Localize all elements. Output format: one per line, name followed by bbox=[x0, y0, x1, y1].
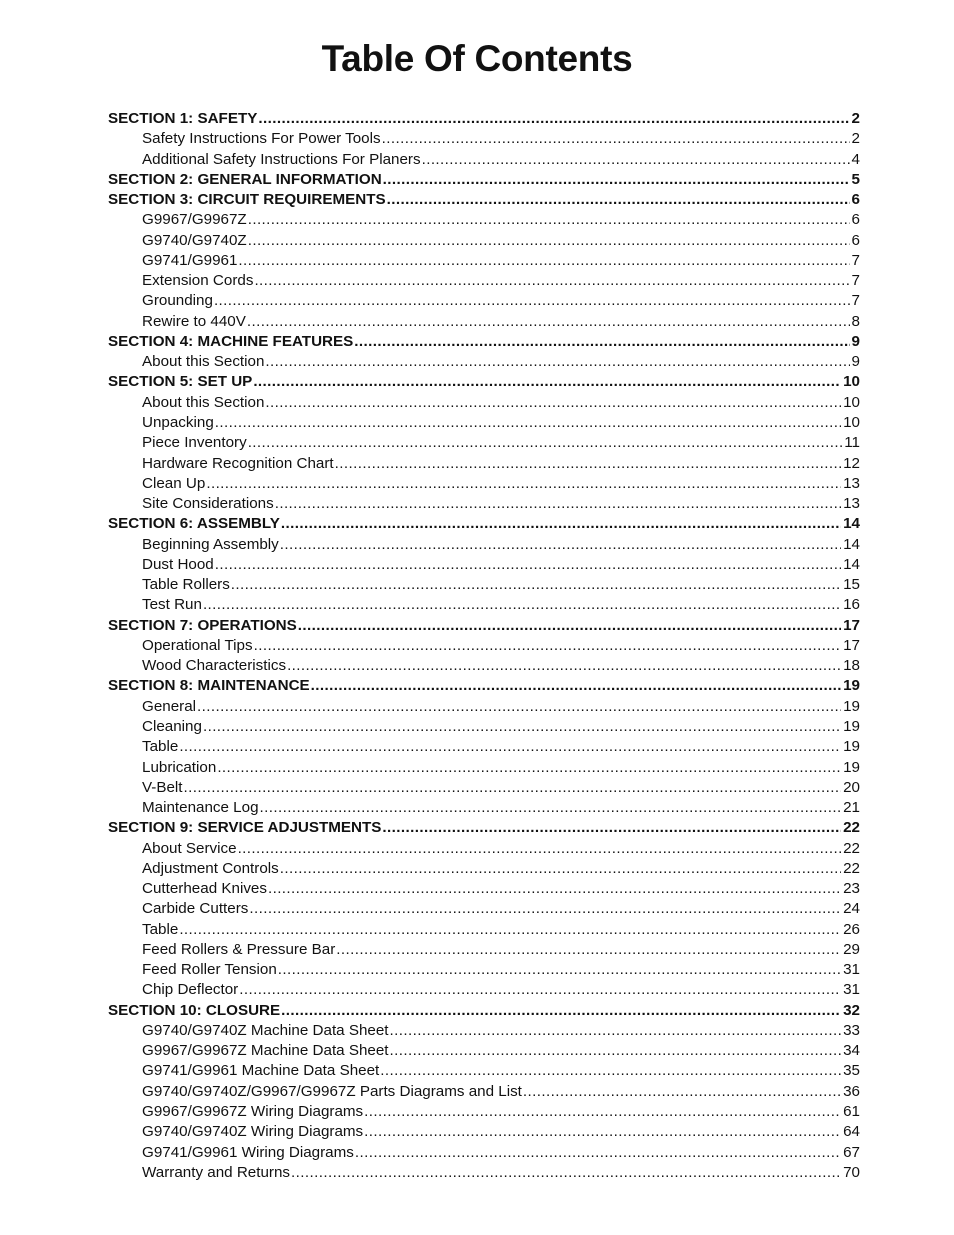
toc-entry-label: Table bbox=[142, 920, 179, 938]
toc-subsection-entry[interactable] bbox=[108, 1143, 860, 1163]
toc-section-entry[interactable] bbox=[108, 332, 860, 352]
toc-dot-leader bbox=[311, 676, 841, 696]
toc-section-entry[interactable] bbox=[108, 109, 860, 129]
toc-entry-page-number: 17 bbox=[843, 616, 860, 634]
toc-section-entry[interactable] bbox=[108, 616, 860, 636]
toc-subsection-entry[interactable] bbox=[108, 251, 860, 271]
toc-dot-leader bbox=[390, 1021, 842, 1041]
toc-subsection-entry[interactable] bbox=[108, 210, 860, 230]
toc-entry-label: SECTION 10: CLOSURE bbox=[108, 1001, 281, 1019]
toc-entry-page-number: 2 bbox=[851, 110, 860, 127]
toc-dot-leader bbox=[247, 312, 850, 332]
toc-entry-label: SECTION 9: SERVICE ADJUSTMENTS bbox=[108, 819, 382, 837]
toc-entry-label: G9740/G9740Z Wiring Diagrams bbox=[142, 1123, 364, 1141]
toc-subsection-entry[interactable] bbox=[108, 737, 860, 757]
toc-entry-page-number: 8 bbox=[851, 312, 860, 330]
toc-entry-label: SECTION 1: SAFETY bbox=[108, 110, 258, 127]
toc-subsection-entry[interactable] bbox=[108, 454, 860, 474]
toc-entry-page-number: 5 bbox=[851, 170, 860, 188]
toc-entry-label: About this Section bbox=[142, 393, 265, 411]
toc-dot-leader bbox=[184, 778, 842, 798]
toc-dot-leader bbox=[179, 920, 841, 940]
toc-entry-label: Test Run bbox=[142, 596, 202, 614]
toc-entry-page-number: 10 bbox=[843, 373, 860, 391]
toc-subsection-entry[interactable] bbox=[108, 1102, 860, 1122]
toc-entry-page-number: 22 bbox=[843, 819, 860, 837]
toc-dot-leader bbox=[217, 758, 841, 778]
toc-entry-page-number: 34 bbox=[843, 1042, 860, 1060]
toc-dot-leader bbox=[280, 535, 841, 555]
toc-entry-label: G9741/G9961 Machine Data Sheet bbox=[142, 1062, 380, 1080]
toc-dot-leader bbox=[335, 454, 841, 474]
toc-dot-leader bbox=[336, 940, 841, 960]
toc-entry-page-number: 6 bbox=[851, 231, 860, 249]
toc-dot-leader bbox=[238, 251, 849, 271]
toc-entry-label: Hardware Recognition Chart bbox=[142, 454, 334, 472]
toc-entry-page-number: 67 bbox=[843, 1143, 860, 1161]
toc-entry-page-number: 13 bbox=[843, 495, 860, 513]
table-of-contents bbox=[108, 109, 860, 1183]
page-title: Table Of Contents bbox=[321, 38, 633, 79]
toc-entry-label: Maintenance Log bbox=[142, 799, 259, 817]
toc-entry-label: Operational Tips bbox=[142, 636, 253, 654]
toc-dot-leader bbox=[280, 859, 841, 879]
toc-entry-label: SECTION 4: MACHINE FEATURES bbox=[108, 332, 354, 350]
toc-dot-leader bbox=[268, 879, 841, 899]
toc-entry-label: Beginning Assembly bbox=[142, 535, 279, 553]
toc-subsection-entry[interactable] bbox=[108, 940, 860, 960]
toc-entry-label: SECTION 6: ASSEMBLY bbox=[108, 515, 280, 533]
toc-entry-label: Warranty and Returns bbox=[142, 1163, 290, 1181]
toc-entry-page-number: 14 bbox=[843, 555, 860, 573]
toc-entry-page-number: 14 bbox=[843, 535, 860, 553]
toc-subsection-entry[interactable] bbox=[108, 535, 860, 555]
toc-subsection-entry[interactable] bbox=[108, 636, 860, 656]
toc-entry-page-number: 22 bbox=[843, 839, 860, 857]
toc-entry-page-number: 61 bbox=[843, 1103, 860, 1121]
toc-subsection-entry[interactable] bbox=[108, 474, 860, 494]
toc-dot-leader bbox=[380, 1061, 841, 1081]
toc-subsection-entry[interactable] bbox=[108, 1082, 860, 1102]
toc-dot-leader bbox=[354, 332, 849, 352]
toc-subsection-entry[interactable] bbox=[108, 291, 860, 311]
toc-dot-leader bbox=[258, 109, 849, 129]
toc-subsection-entry[interactable] bbox=[108, 920, 860, 940]
toc-subsection-entry[interactable] bbox=[108, 150, 860, 170]
toc-entry-page-number: 19 bbox=[843, 758, 860, 776]
toc-dot-leader bbox=[265, 352, 849, 372]
toc-section-entry[interactable] bbox=[108, 676, 860, 696]
toc-entry-label: About this Section bbox=[142, 353, 265, 371]
toc-entry-page-number: 23 bbox=[843, 880, 860, 898]
toc-entry-page-number: 31 bbox=[843, 981, 860, 999]
toc-entry-page-number: 33 bbox=[843, 1021, 860, 1039]
toc-entry-page-number: 16 bbox=[843, 596, 860, 614]
toc-subsection-entry[interactable] bbox=[108, 980, 860, 1000]
toc-subsection-entry[interactable] bbox=[108, 433, 860, 453]
toc-entry-label: Site Considerations bbox=[142, 495, 274, 513]
toc-dot-leader bbox=[238, 839, 842, 859]
toc-entry-label: Adjustment Controls bbox=[142, 859, 279, 877]
toc-subsection-entry[interactable] bbox=[108, 494, 860, 514]
toc-dot-leader bbox=[248, 231, 850, 251]
toc-dot-leader bbox=[197, 697, 841, 717]
toc-entry-label: SECTION 8: MAINTENANCE bbox=[108, 677, 310, 695]
toc-subsection-entry[interactable] bbox=[108, 231, 860, 251]
toc-section-entry[interactable] bbox=[108, 818, 860, 838]
toc-subsection-entry[interactable] bbox=[108, 656, 860, 676]
toc-section-entry[interactable] bbox=[108, 1001, 860, 1021]
toc-entry-label: Safety Instructions For Power Tools bbox=[142, 130, 381, 148]
toc-entry-label: V-Belt bbox=[142, 778, 183, 796]
toc-subsection-entry[interactable] bbox=[108, 1021, 860, 1041]
toc-entry-page-number: 31 bbox=[843, 961, 860, 979]
toc-entry-page-number: 6 bbox=[851, 211, 860, 229]
toc-entry-label: G9741/G9961 bbox=[142, 251, 238, 269]
toc-subsection-entry[interactable] bbox=[108, 697, 860, 717]
toc-subsection-entry[interactable] bbox=[108, 1041, 860, 1061]
toc-dot-leader bbox=[203, 717, 841, 737]
toc-dot-leader bbox=[179, 737, 841, 757]
toc-dot-leader bbox=[239, 980, 841, 1000]
toc-entry-page-number: 32 bbox=[843, 1001, 860, 1019]
toc-subsection-entry[interactable] bbox=[108, 778, 860, 798]
toc-entry-page-number: 22 bbox=[843, 859, 860, 877]
toc-entry-page-number: 14 bbox=[843, 515, 860, 533]
toc-entry-label: Extension Cords bbox=[142, 272, 254, 290]
toc-entry-label: Cleaning bbox=[142, 717, 202, 735]
toc-dot-leader bbox=[364, 1122, 841, 1142]
toc-dot-leader bbox=[387, 190, 850, 210]
toc-subsection-entry[interactable] bbox=[108, 859, 860, 879]
toc-dot-leader bbox=[278, 960, 841, 980]
toc-entry-label: Carbide Cutters bbox=[142, 900, 249, 918]
toc-dot-leader bbox=[215, 413, 841, 433]
toc-dot-leader bbox=[281, 514, 841, 534]
toc-dot-leader bbox=[355, 1143, 841, 1163]
toc-entry-label: Grounding bbox=[142, 292, 213, 310]
toc-subsection-entry[interactable] bbox=[108, 595, 860, 615]
toc-subsection-entry[interactable] bbox=[108, 758, 860, 778]
toc-entry-page-number: 10 bbox=[843, 413, 860, 431]
toc-entry-label: G9740/G9740Z Machine Data Sheet bbox=[142, 1021, 389, 1039]
toc-subsection-entry[interactable] bbox=[108, 271, 860, 291]
toc-dot-leader bbox=[206, 474, 841, 494]
toc-dot-leader bbox=[248, 433, 843, 453]
toc-entry-label: Feed Roller Tension bbox=[142, 961, 277, 979]
toc-subsection-entry[interactable] bbox=[108, 1061, 860, 1081]
toc-entry-label: Additional Safety Instructions For Planers bbox=[142, 150, 421, 168]
toc-entry-label: Lubrication bbox=[142, 758, 217, 776]
toc-dot-leader bbox=[382, 818, 841, 838]
toc-dot-leader bbox=[291, 1163, 841, 1183]
toc-entry-page-number: 64 bbox=[843, 1123, 860, 1141]
toc-dot-leader bbox=[249, 899, 841, 919]
toc-dot-leader bbox=[248, 210, 850, 230]
toc-subsection-entry[interactable] bbox=[108, 798, 860, 818]
toc-entry-page-number: 35 bbox=[843, 1062, 860, 1080]
toc-entry-page-number: 17 bbox=[843, 636, 860, 654]
toc-subsection-entry[interactable] bbox=[108, 555, 860, 575]
toc-entry-label: General bbox=[142, 697, 197, 715]
toc-dot-leader bbox=[390, 1041, 842, 1061]
toc-entry-page-number: 70 bbox=[843, 1163, 860, 1181]
toc-entry-page-number: 21 bbox=[843, 799, 860, 817]
toc-subsection-entry[interactable] bbox=[108, 879, 860, 899]
toc-dot-leader bbox=[281, 1001, 841, 1021]
toc-entry-page-number: 9 bbox=[851, 332, 860, 350]
toc-entry-label: SECTION 5: SET UP bbox=[108, 373, 253, 391]
toc-entry-label: G9967/G9967Z Wiring Diagrams bbox=[142, 1103, 364, 1121]
toc-entry-label: SECTION 7: OPERATIONS bbox=[108, 616, 297, 634]
toc-entry-page-number: 4 bbox=[851, 150, 860, 168]
toc-entry-label: G9740/G9740Z/G9967/G9967Z Parts Diagrams and List bbox=[142, 1082, 522, 1100]
toc-entry-label: Clean Up bbox=[142, 474, 206, 492]
toc-subsection-entry[interactable] bbox=[108, 717, 860, 737]
toc-subsection-entry[interactable] bbox=[108, 899, 860, 919]
toc-entry-label: Table bbox=[142, 738, 179, 756]
toc-entry-page-number: 19 bbox=[843, 738, 860, 756]
toc-entry-label: Table Rollers bbox=[142, 576, 230, 594]
toc-subsection-entry[interactable] bbox=[108, 960, 860, 980]
toc-entry-page-number: 19 bbox=[843, 697, 860, 715]
toc-entry-label: G9741/G9961 Wiring Diagrams bbox=[142, 1143, 354, 1161]
toc-entry-page-number: 12 bbox=[843, 454, 860, 472]
toc-dot-leader bbox=[260, 798, 842, 818]
toc-entry-label: Rewire to 440V bbox=[142, 312, 246, 330]
toc-dot-leader bbox=[203, 595, 841, 615]
toc-subsection-entry[interactable] bbox=[108, 575, 860, 595]
toc-subsection-entry[interactable] bbox=[108, 129, 860, 149]
toc-subsection-entry[interactable] bbox=[108, 393, 860, 413]
toc-entry-page-number: 7 bbox=[851, 272, 860, 290]
toc-entry-page-number: 19 bbox=[843, 677, 860, 695]
toc-dot-leader bbox=[265, 393, 841, 413]
toc-entry-page-number: 18 bbox=[843, 657, 860, 675]
toc-entry-page-number: 6 bbox=[851, 191, 860, 209]
toc-dot-leader bbox=[253, 372, 841, 392]
toc-entry-page-number: 2 bbox=[851, 130, 860, 148]
toc-entry-page-number: 7 bbox=[851, 292, 860, 310]
toc-entry-label: Dust Hood bbox=[142, 555, 214, 573]
toc-entry-page-number: 11 bbox=[844, 434, 860, 452]
toc-entry-page-number: 19 bbox=[843, 717, 860, 735]
toc-dot-leader bbox=[364, 1102, 841, 1122]
toc-section-entry[interactable] bbox=[108, 190, 860, 210]
toc-subsection-entry[interactable] bbox=[108, 839, 860, 859]
toc-entry-page-number: 7 bbox=[851, 251, 860, 269]
toc-subsection-entry[interactable] bbox=[108, 413, 860, 433]
toc-dot-leader bbox=[523, 1082, 841, 1102]
toc-dot-leader bbox=[298, 616, 841, 636]
toc-entry-label: Wood Characteristics bbox=[142, 657, 287, 675]
toc-entry-label: About Service bbox=[142, 839, 237, 857]
toc-entry-label: Chip Deflector bbox=[142, 981, 239, 999]
toc-entry-page-number: 10 bbox=[843, 393, 860, 411]
toc-subsection-entry[interactable] bbox=[108, 352, 860, 372]
toc-entry-label: Unpacking bbox=[142, 413, 214, 431]
toc-dot-leader bbox=[422, 150, 850, 170]
toc-dot-leader bbox=[231, 575, 841, 595]
toc-entry-page-number: 26 bbox=[843, 920, 860, 938]
toc-dot-leader bbox=[215, 555, 841, 575]
toc-entry-label: G9967/G9967Z bbox=[142, 211, 247, 229]
toc-dot-leader bbox=[287, 656, 841, 676]
toc-entry-label: G9967/G9967Z Machine Data Sheet bbox=[142, 1042, 389, 1060]
toc-entry-label: Piece Inventory bbox=[142, 434, 247, 452]
toc-dot-leader bbox=[214, 291, 850, 311]
toc-section-entry[interactable] bbox=[108, 514, 860, 534]
toc-entry-label: Cutterhead Knives bbox=[142, 880, 267, 898]
toc-dot-leader bbox=[383, 170, 850, 190]
toc-entry-page-number: 24 bbox=[843, 900, 860, 918]
toc-subsection-entry[interactable] bbox=[108, 1122, 860, 1142]
toc-entry-page-number: 36 bbox=[843, 1082, 860, 1100]
toc-dot-leader bbox=[275, 494, 841, 514]
toc-entry-label: Feed Rollers & Pressure Bar bbox=[142, 940, 336, 958]
toc-entry-label: SECTION 2: GENERAL INFORMATION bbox=[108, 170, 382, 188]
toc-entry-page-number: 15 bbox=[843, 576, 860, 594]
toc-dot-leader bbox=[254, 636, 842, 656]
toc-subsection-entry[interactable] bbox=[108, 1163, 860, 1183]
toc-entry-page-number: 29 bbox=[843, 940, 860, 958]
toc-section-entry[interactable] bbox=[108, 170, 860, 190]
toc-entry-page-number: 13 bbox=[843, 474, 860, 492]
toc-entry-label: SECTION 3: CIRCUIT REQUIREMENTS bbox=[108, 191, 386, 209]
toc-entry-page-number: 9 bbox=[851, 353, 860, 371]
toc-subsection-entry[interactable] bbox=[108, 312, 860, 332]
toc-section-entry[interactable] bbox=[108, 372, 860, 392]
toc-dot-leader bbox=[254, 271, 849, 291]
toc-dot-leader bbox=[382, 129, 850, 149]
toc-entry-label: G9740/G9740Z bbox=[142, 231, 247, 249]
toc-entry-page-number: 20 bbox=[843, 778, 860, 796]
